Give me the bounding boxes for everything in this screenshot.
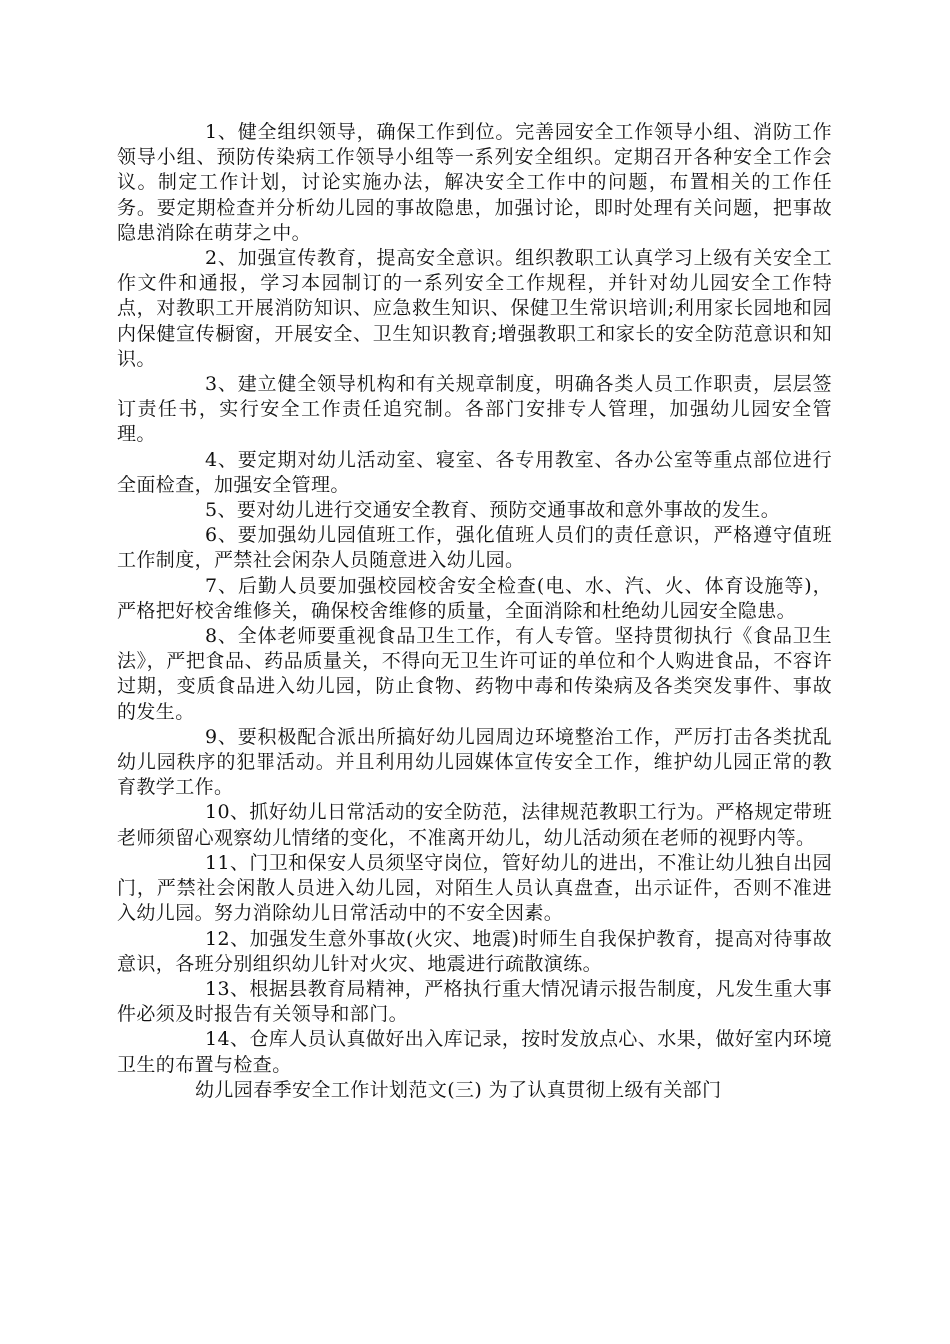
paragraph-3: 3、建立健全领导机构和有关规章制度，明确各类人员工作职责，层层签订责任书，实行安全工作责任追究制。各部门安排专人管理，加强幼儿园安全管理。 <box>117 373 832 446</box>
paragraph-11: 11、门卫和保安人员须坚守岗位，管好幼儿的进出，不准让幼儿独自出园门，严禁社会闲散人员进入幼儿园，对陌生人员认真盘查，出示证件，否则不准进入幼儿园。努力消除幼儿日常活动中的不安全因素。 <box>117 851 832 925</box>
paragraph-14: 14、仓库人员认真做好出入库记录，按时发放点心、水果，做好室内环境卫生的布置与检查。 <box>117 1028 832 1076</box>
paragraph-5: 5、要对幼儿进行交通安全教育、预防交通事故和意外事故的发生。 <box>205 499 781 522</box>
paragraph-1: 1、健全组织领导，确保工作到位。完善园安全工作领导小组、消防工作领导小组、预防传染病工作领导小组等一系列安全组织。定期召开各种安全工作会议。制定工作计划，讨论实施办法，解决安全工作中的问题，布置相关的工作任务。要定期检查并分析幼儿园的事故隐患，加强讨论，即时处理有关问题，把事故隐患消除在萌芽之中。 <box>117 121 832 244</box>
paragraph-8: 8、全体老师要重视食品卫生工作，有人专管。坚持贯彻执行《食品卫生法》，严把食品、药品质量关，不得向无卫生许可证的单位和个人购进食品，不容许过期，变质食品进入幼儿园，防止食物、药物中毒和传染病及各类突发事件、事故的发生。 <box>117 625 832 723</box>
paragraph-6: 6、要加强幼儿园值班工作，强化值班人员们的责任意识，严格遵守值班工作制度，严禁社会闲杂人员随意进入幼儿园。 <box>117 524 832 572</box>
paragraph-13: 13、根据县教育局精神，严格执行重大情况请示报告制度，凡发生重大事件必须及时报告有关领导和部门。 <box>117 977 832 1026</box>
section-heading-line: 幼儿园春季安全工作计划范文(三) 为了认真贯彻上级有关部门 <box>195 1078 722 1101</box>
document-body <box>117 120 832 1103</box>
paragraph-4: 4、要定期对幼儿活动室、寝室、各专用教室、各办公室等重点部位进行全面检查，加强安全管理。 <box>117 448 832 496</box>
paragraph-2: 2、加强宣传教育，提高安全意识。组织教职工认真学习上级有关安全工作文件和通报，学习本园制订的一系列安全工作规程，并针对幼儿园安全工作特点，对教职工开展消防知识、应急救生知识、保健卫生常识培训;利用家长园地和园内保健宣传橱窗，开展安全、卫生知识教育;增强教职工和家长的安全防范意识和知识。 <box>117 247 832 370</box>
paragraph-7: 7、后勤人员要加强校园校舍安全检查(电、水、汽、火、体育设施等)，严格把好校舍维修关，确保校舍维修的质量，全面消除和杜绝幼儿园安全隐患。 <box>117 574 832 622</box>
paragraph-9: 9、要积极配合派出所搞好幼儿园周边环境整治工作，严厉打击各类扰乱幼儿园秩序的犯罪活动。并且利用幼儿园媒体宣传安全工作，维护幼儿园正常的教育教学工作。 <box>117 725 832 799</box>
paragraph-10: 10、抓好幼儿日常活动的安全防范，法律规范教职工行为。严格规定带班老师须留心观察幼儿情绪的变化，不准离开幼儿，幼儿活动须在老师的视野内等。 <box>117 801 832 849</box>
paragraph-12: 12、加强发生意外事故(火灾、地震)时师生自我保护教育，提高对待事故意识，各班分别组织幼儿针对火灾、地震进行疏散演练。 <box>117 927 832 975</box>
